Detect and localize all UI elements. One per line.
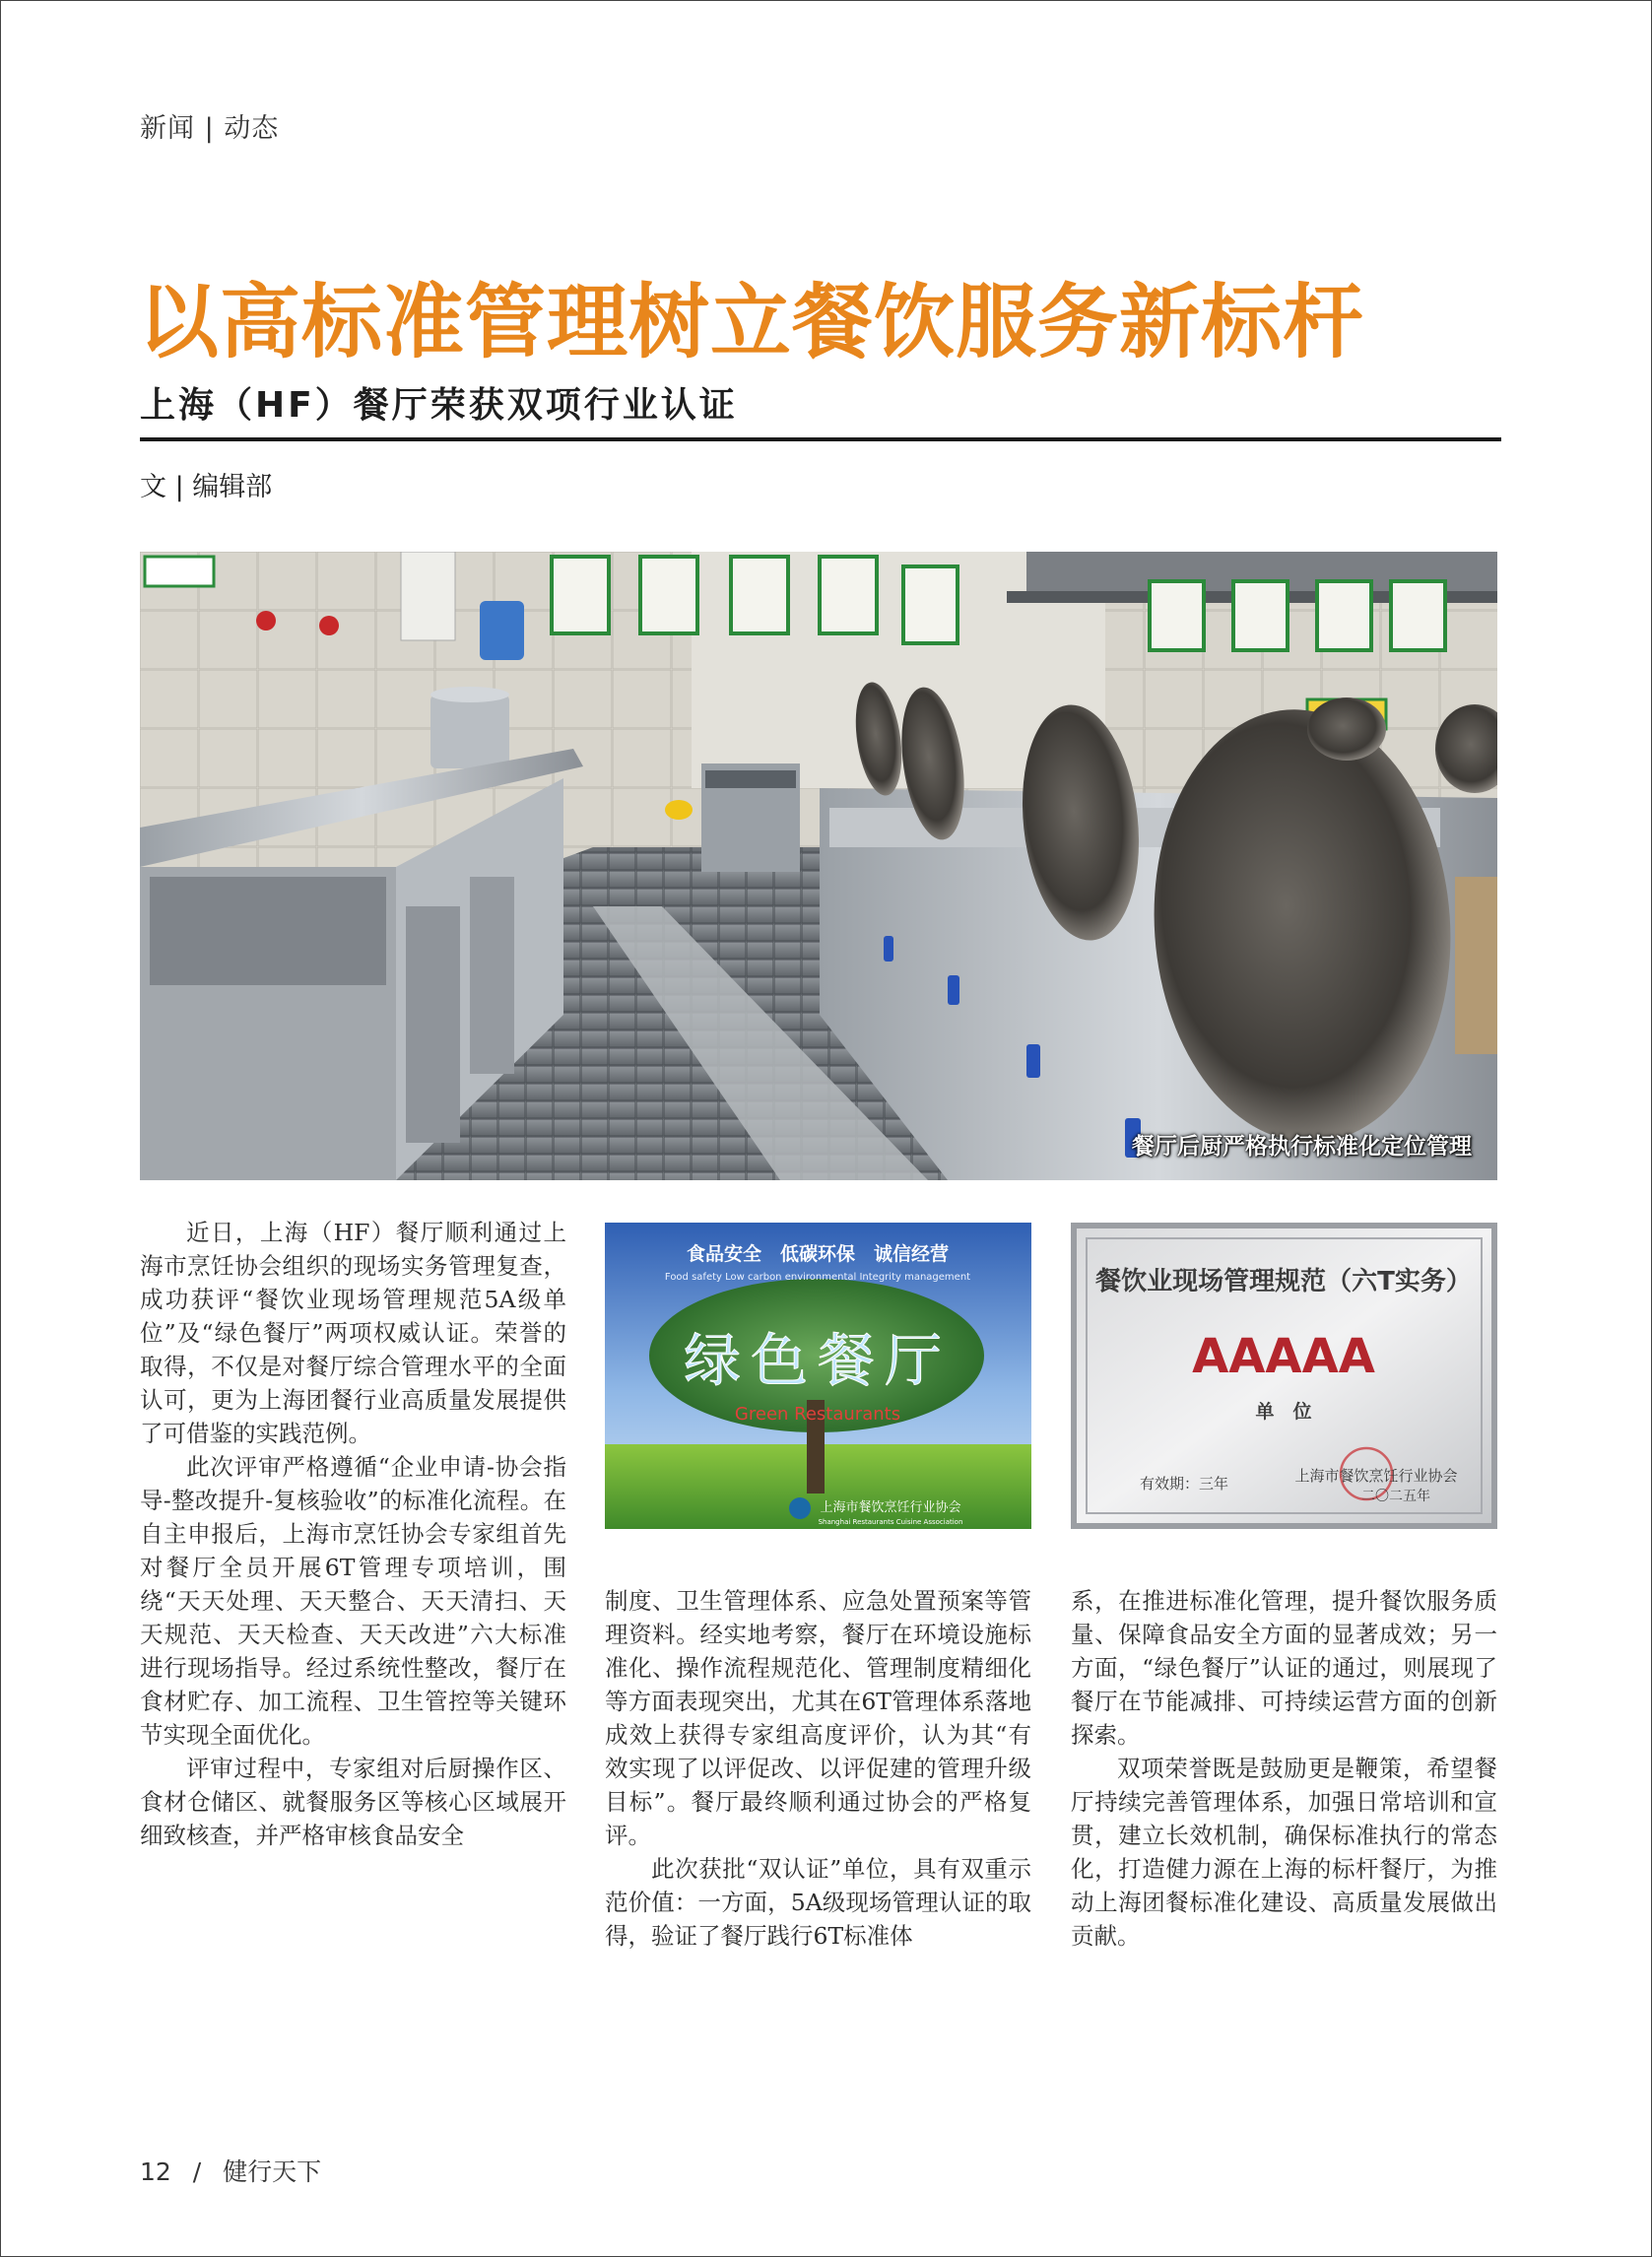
- byline: 文 | 编辑部: [140, 472, 273, 502]
- photo-caption: 餐厅后厨严格执行标准化定位管理: [1132, 1134, 1472, 1160]
- plaque-slogan-en: Food safety Low carbon environmental Integrity management: [664, 1272, 971, 1283]
- kitchen-illustration: [140, 552, 1497, 1180]
- green-restaurant-plaque-photo: [605, 1223, 1031, 1529]
- paragraph-1: 近日，上海（HF）餐厅顺利通过上海市烹饪协会组织的现场实务管理复查，成功获评“餐饮业现场管理规范5A级单位”及“绿色餐厅”两项权威认证。荣誉的取得，不仅是对餐厅综合管理水平的全面认可，更为上海团餐行业高质量发展提供了可借鉴的实践范例。: [140, 1219, 566, 1447]
- paragraph-4-end: 系，在推进标准化管理，提升餐饮服务质量、保障食品安全方面的显著成效；另一方面，“绿色餐厅”认证的通过，则展现了餐厅在节能减排、可持续运营方面的创新探索。: [1071, 1587, 1497, 1749]
- plaque-issuer: 上海市餐饮烹饪行业协会: [820, 1500, 961, 1515]
- certificate-year: 二〇二五年: [1361, 1489, 1430, 1504]
- certificate-title: 餐饮业现场管理规范（六T实务）: [1095, 1267, 1472, 1296]
- paragraph-2: 此次评审严格遵循“企业申请-协会指导-整改提升-复核验收”的标准化流程。在自主申报后，上海市烹饪协会专家组首先对餐厅全员开展6T管理专项培训，围绕“天天处理、天天整合、天天清扫、天天规范、天天检查、天天改进”六大标准进行现场指导。经过系统性整改，餐厅在食材贮存、加工流程、卫生管控等关键环节实现全面优化。: [140, 1453, 566, 1749]
- kitchen-photo: [140, 552, 1497, 1180]
- plaque-title: 绿色餐厅: [683, 1327, 953, 1394]
- magazine-name: 健行天下: [223, 2157, 322, 2186]
- title-rule: [140, 437, 1501, 441]
- paragraph-3-start: 评审过程中，专家组对后厨操作区、食材仓储区、就餐服务区等核心区域展开细致核查，并严格审核食品安全: [140, 1755, 566, 1849]
- paragraph-4-start: 此次获批“双认证”单位，具有双重示范价值：一方面，5A级现场管理认证的取得，验证了餐厅践行6T标准体: [605, 1855, 1031, 1950]
- page-footer: [140, 2153, 321, 2188]
- paragraph-3-end: 制度、卫生管理体系、应急处置预案等管理资料。经实地考察，餐厅在环境设施标准化、操作流程规范化、管理制度精细化等方面表现突出，尤其在6T管理体系落地成效上获得专家组高度评价，认为其“有效实现了以评促改、以评促建的管理升级目标”。餐厅最终顺利通过协会的严格复评。: [605, 1587, 1031, 1849]
- certificate-unit: 单 位: [1255, 1401, 1312, 1423]
- section-tag: 新闻 | 动态: [140, 113, 280, 144]
- certificate-validity: 有效期：三年: [1140, 1475, 1229, 1493]
- article-column-3: [1071, 1584, 1497, 1953]
- plaque-slogan: 食品安全 低碳环保 诚信经营: [686, 1243, 950, 1265]
- plaque-issuer-en: Shanghai Restaurants Cuisine Association: [818, 1518, 963, 1526]
- article-column-2: [605, 1584, 1031, 1953]
- article-subheadline: 上海（HF）餐厅荣获双项行业认证: [140, 385, 738, 426]
- page-number: 12: [140, 2157, 171, 2186]
- footer-separator: /: [192, 2157, 202, 2186]
- article-column-1: [140, 1216, 566, 1852]
- certificate-plaque-photo: [1071, 1223, 1497, 1529]
- plaque-title-en: Green Restaurants: [734, 1404, 901, 1425]
- article-headline: 以高标准管理树立餐饮服务新标杆: [138, 275, 1365, 369]
- certificate-grade: AAAAA: [1192, 1329, 1375, 1384]
- paragraph-5: 双项荣誉既是鼓励更是鞭策，希望餐厅持续完善管理体系，加强日常培训和宣贯，建立长效机制，确保标准执行的常态化，打造健力源在上海的标杆餐厅，为推动上海团餐标准化建设、高质量发展做出贡献。: [1071, 1755, 1497, 1950]
- certificate-issuer: 上海市餐饮烹饪行业协会: [1294, 1467, 1458, 1485]
